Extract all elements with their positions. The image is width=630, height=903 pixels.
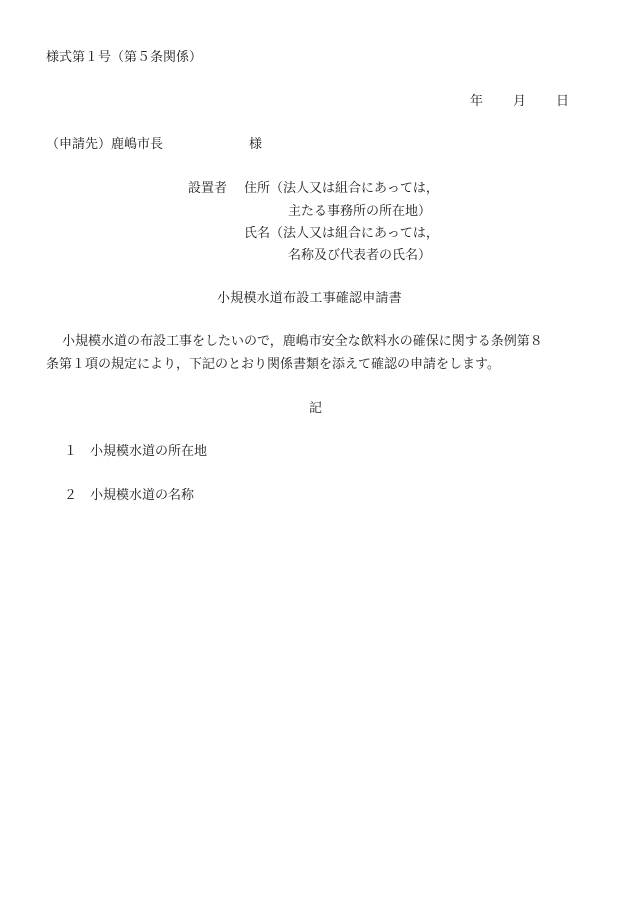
document-title: 小規模水道布設工事確認申請書 [217,291,402,306]
item-text-1: 小規模水道の所在地 [90,444,208,459]
date-line [470,94,569,110]
addressee-honorific: 様 [249,137,263,152]
form-number: 様式第１号（第５条関係） [46,50,203,65]
body-line-1: 小規模水道の布設工事をしたいので，鹿嶋市安全な飲料水の確保に関する条例第８ [62,334,543,349]
address-note: 主たる事務所の所在地） [288,204,432,219]
addressee-text: （申請先）鹿嶋市長 [46,137,164,152]
date-year: 年 [470,94,484,109]
item-text-2: 小規模水道の名称 [90,488,195,503]
name-label: 氏名（法人又は組合にあっては， [244,226,439,241]
date-month: 月 [513,94,527,109]
address-label: 住所（法人又は組合にあっては， [244,181,439,196]
record-heading: 記 [309,401,323,416]
name-note: 名称及び代表者の氏名） [288,248,432,263]
item-number-1: １ [64,444,78,459]
date-day: 日 [556,94,570,109]
item-number-2: ２ [64,488,78,503]
body-line-2: 条第１項の規定により，下記のとおり関係書類を添えて確認の申請をします。 [46,357,500,372]
addressee [46,137,262,153]
setter-label: 設置者 [188,181,228,196]
